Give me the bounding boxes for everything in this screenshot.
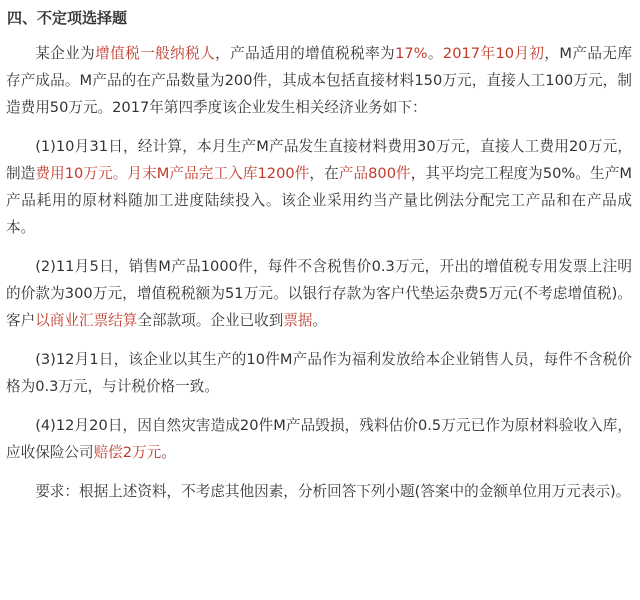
text-segment: ，产品适用的增值税税率为 [215, 45, 396, 62]
question-body [6, 40, 632, 505]
business-item-paragraph [6, 412, 632, 466]
text-segment: ，其平均完工程度为50%。生产M产品耗用的原材料随加工进度陆续投入。该企业采用约当产量比例法分配完工产品和在产品成本。 [6, 165, 632, 236]
text-segment: (2)11月5日，销售M产品1000件，每件不含税售价0.3万元，开出的增值税专用发票上注明的价款为300万元，增值税税额为51万元。以银行存款为客户代垫运杂费5万元(不考虑增值税)。客户 [6, 258, 632, 329]
business-item-paragraph [6, 346, 632, 400]
business-item-paragraph [6, 253, 632, 334]
highlighted-text: 赔偿2万元 [93, 444, 162, 461]
text-segment: 要求：根据上述资料，不考虑其他因素，分析回答下列小题(答案中的金额单位用万元表示)。 [35, 483, 631, 500]
requirement-paragraph [6, 478, 632, 505]
text-segment: 某企业为 [35, 45, 96, 62]
text-segment: ，在 [309, 165, 339, 182]
text-segment: (3)12月1日，该企业以其生产的10件M产品作为福利发放给本企业销售人员，每件不含税价格为0.3万元，与计税价格一致。 [6, 351, 632, 395]
highlighted-text: 以商业汇票结算 [35, 312, 138, 329]
highlighted-text: 2017年10月初 [442, 45, 545, 62]
highlighted-text: 产品800件 [338, 165, 411, 182]
section-heading: 四、不定项选择题 [7, 9, 128, 27]
text-segment: ，M产品无库存产成品。M产品的在产品数量为200件，其成本包括直接材料150万元，直接人工100万元，制造费用50万元。2017年第四季度该企业发生相关经济业务如下： [6, 45, 632, 116]
text-segment: (1)10月31日，经计算，本月生产M产品发生直接材料费用30万元，直接人工费用20万元，制造 [6, 138, 632, 182]
text-segment: 。 [312, 312, 328, 329]
highlighted-text: 增值税一般纳税人 [95, 45, 216, 62]
highlighted-text: 17% [395, 45, 428, 62]
text-segment: (4)12月20日，因自然灾害造成20件M产品毁损，残料估价0.5万元已作为原材料验收入库，应收保险公司 [6, 417, 632, 461]
text-segment: 。 [427, 45, 443, 62]
business-item-paragraph [6, 133, 632, 241]
intro-paragraph [6, 40, 632, 121]
highlighted-text: 费用10万元。月末M产品完工入库1200件 [35, 165, 310, 182]
text-segment: 。 [161, 444, 176, 461]
highlighted-text: 票据 [283, 312, 313, 329]
text-segment: 全部款项。企业已收到 [137, 312, 284, 329]
